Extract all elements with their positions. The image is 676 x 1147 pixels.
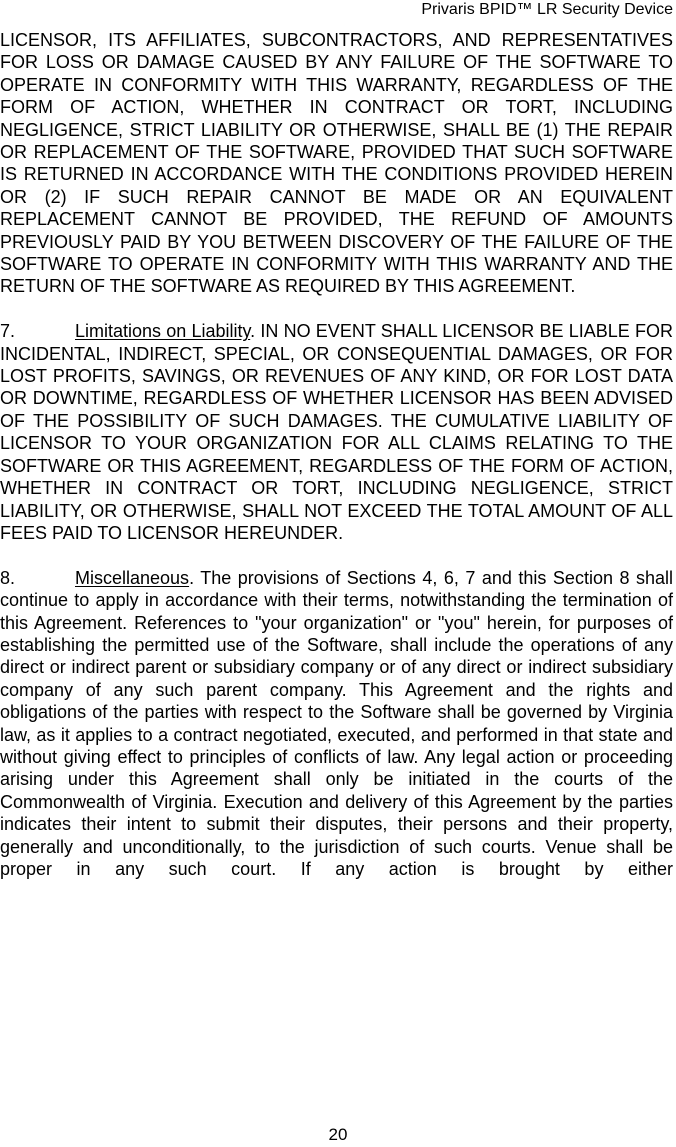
section-text: . The provisions of Sections 4, 6, 7 and this Section 8 shall continue to apply in accordance with their terms, notwithstanding the termination of this Agreement. References to "your organization" or "you" herein, for purposes of establishing the permitted use of the Software, shall include the operations of any direct or indirect parent or subsidiary company or of any direct or indirect subsidiary company of any such parent company. This Agreement and the rights and obligations of the parties with respect to the Software shall be governed by Virginia law, as it applies to a contract negotiated, executed, and performed in that state and without giving effect to principles of conflicts of law. Any legal action or proceeding arising under this Agreement shall only be initiated in the courts of the Commonwealth of Virginia. Execution and delivery of this Agreement by the parties indicates their intent to submit their disputes, their persons and their property, generally and unconditionally, to the jurisdiction of such courts. Venue shall be proper in any such court. If any action is brought by either (0, 567, 673, 879)
paragraph-continued-warranty (0, 29, 673, 298)
section-text: . IN NO EVENT SHALL LICENSOR BE LIABLE FOR INCIDENTAL, INDIRECT, SPECIAL, OR CONSEQUENTIAL DAMAGES, OR FOR LOST PROFITS, SAVINGS, OR REVENUES OF ANY KIND, OR FOR LOST DATA OR DOWNTIME, REGARDLESS OF WHETHER LICENSOR HAS BEEN ADVISED OF THE POSSIBILITY OF SUCH DAMAGES. THE CUMULATIVE LIABILITY OF LICENSOR TO YOUR ORGANIZATION FOR ALL CLAIMS RELATING TO THE SOFTWARE OR THIS AGREEMENT, REGARDLESS OF THE FORM OF ACTION, WHETHER IN CONTRACT OR TORT, INCLUDING NEGLIGENCE, STRICT LIABILITY, OR OTHERWISE, SHALL NOT EXCEED THE TOTAL AMOUNT OF ALL FEES PAID TO LICENSOR HEREUNDER. (0, 321, 673, 543)
body-text (0, 29, 673, 880)
section-8-miscellaneous (0, 567, 673, 881)
running-header: Privaris BPID™ LR Security Device (421, 1, 673, 18)
section-number: 7. (0, 321, 16, 342)
section-heading: Limitations on Liability (75, 321, 251, 342)
section-heading: Miscellaneous (75, 567, 190, 588)
section-7-limitations-on-liability (0, 320, 673, 544)
section-number: 8. (0, 567, 16, 588)
page-number: 20 (328, 1125, 348, 1144)
paragraph-text: LICENSOR, ITS AFFILIATES, SUBCONTRACTORS, AND REPRESENTATIVES FOR LOSS OR DAMAGE CAUSED BY ANY FAILURE OF THE SOFTWARE TO OPERATE IN CONFORMITY WITH THIS WARRANTY, REGARDLESS OF THE FORM OF ACTION, WHETHER IN CONTRACT OR TORT, INCLUDING NEGLIGENCE, STRICT LIABILITY OR OTHERWISE, SHALL BE (1) THE REPAIR OR REPLACEMENT OF THE SOFTWARE, PROVIDED THAT SUCH SOFTWARE IS RETURNED IN ACCORDANCE WITH THE CONDITIONS PROVIDED HEREIN OR (2) IF SUCH REPAIR CANNOT BE MADE OR AN EQUIVALENT REPLACEMENT CANNOT BE PROVIDED, THE REFUND OF AMOUNTS PREVIOUSLY PAID BY YOU BETWEEN DISCOVERY OF THE FAILURE OF THE SOFTWARE TO OPERATE IN CONFORMITY WITH THIS WARRANTY AND THE RETURN OF THE SOFTWARE AS REQUIRED BY THIS AGREEMENT. (0, 30, 673, 297)
